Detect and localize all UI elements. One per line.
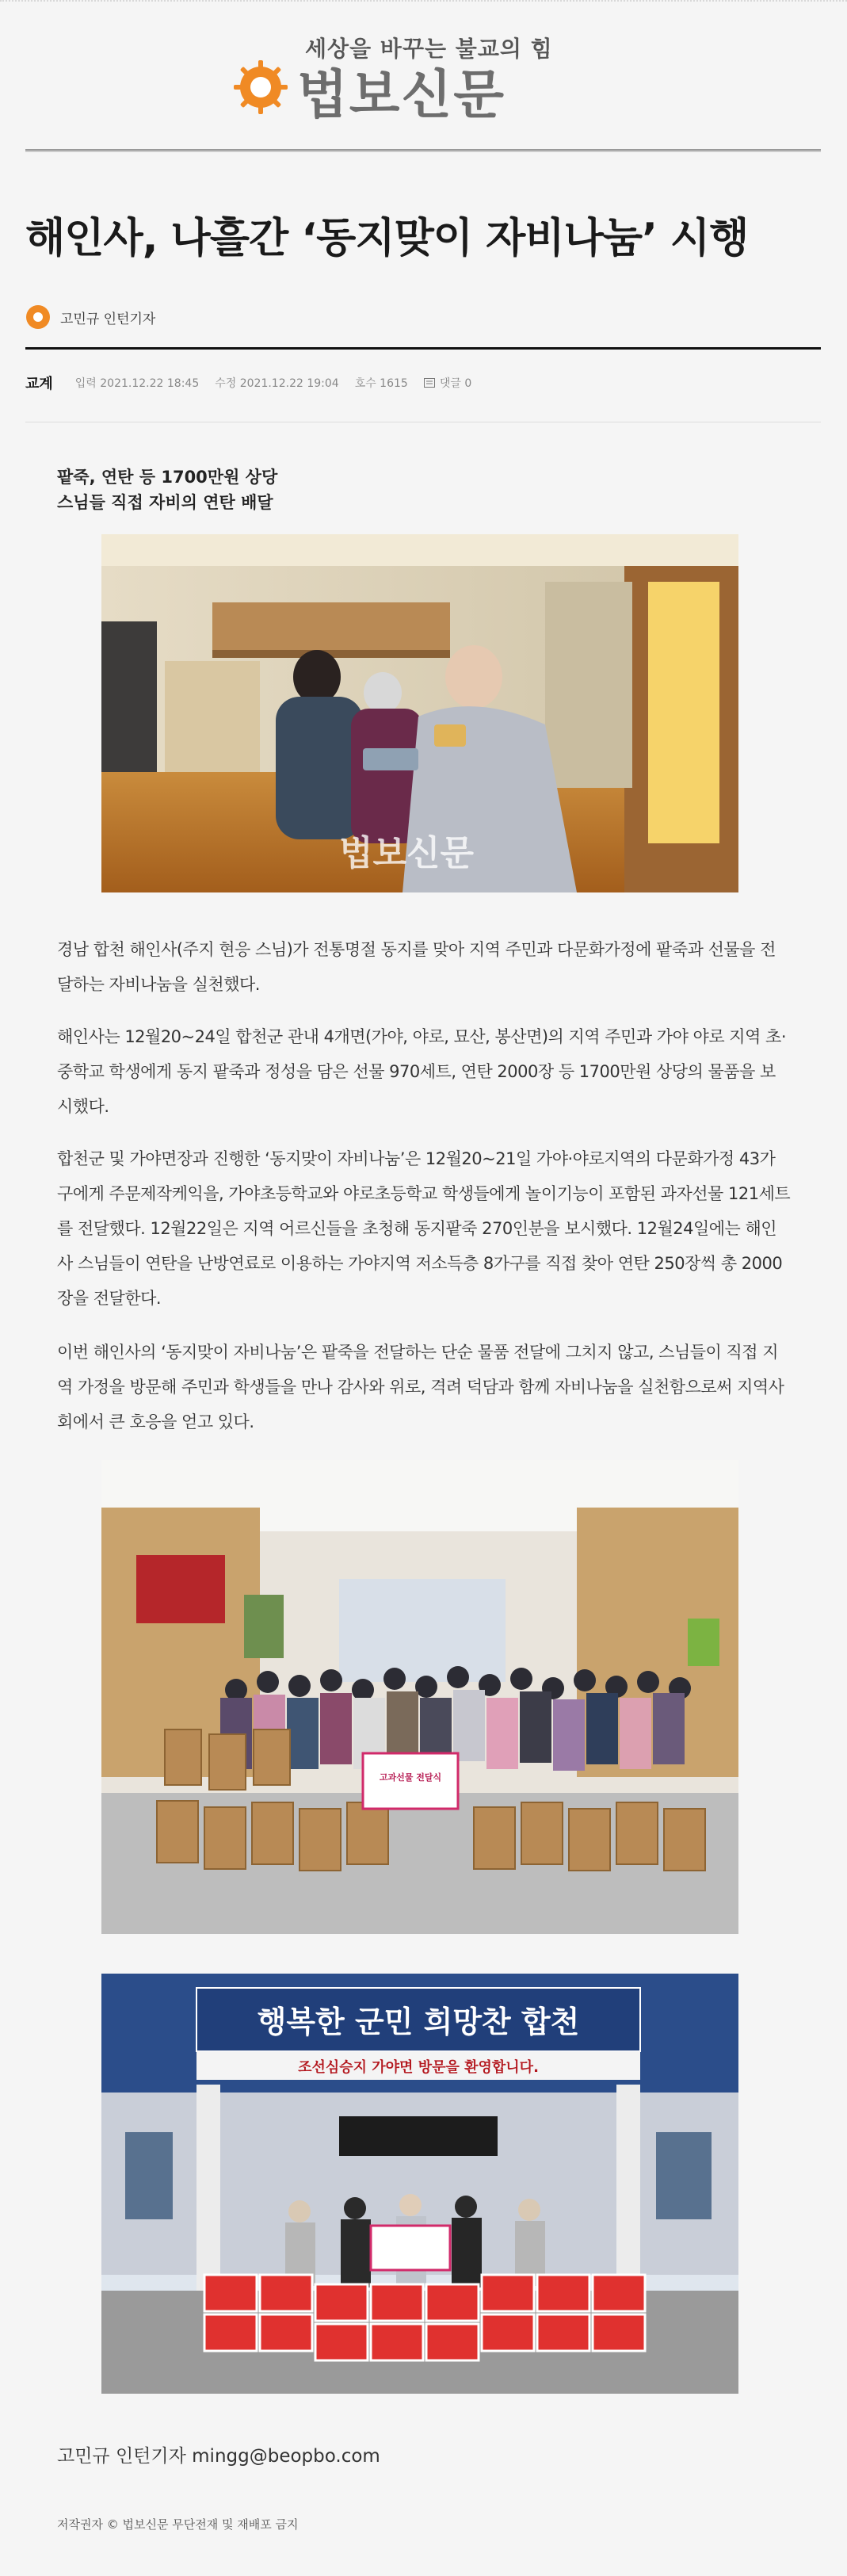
article-photo-3[interactable] <box>101 1974 738 2394</box>
site-slogan: 세상을 바꾸는 불교의 힘 <box>305 36 553 62</box>
photo-3-banner-sub: 조선심승지 가야면 방문을 환영합니다. <box>298 2059 539 2076</box>
subtitle-line-1: 팥죽, 연탄 등 1700만원 상당 <box>57 468 278 487</box>
article-paragraph-3: 합천군 및 가야면장과 진행한 ‘동지맞이 자비나눔’은 12월20~21일 가야·야로지역의 다문화가정 43가구에게 주문제작케익을, 가야초등학교와 야로초등학교 학생들에게 놀이기능이 포함된 과자선물 121세트를 전달했다. 12월22일은 지역 어르신들을 초청해 동지팥죽 270인분을 보시했다. 12월24일에는 해인사 스님들이 연탄을 난방연료로 이용하는 가야지역 저소득층 8가구를 직접 찾아 연탄 250장씩 총 2000장을 전달한다. <box>57 1149 791 1308</box>
copyright-notice: 저작권자 © 법보신문 무단전재 및 재배포 금지 <box>57 2517 299 2532</box>
article-headline: 해인사, 나흘간 ‘동지맞이 자비나눔’ 시행 <box>25 215 749 262</box>
author-contact[interactable]: 고민규 인턴기자 mingg@beopbo.com <box>57 2446 380 2467</box>
comment-count: 댓글 0 <box>439 377 472 390</box>
published-date: 입력 2021.12.22 18:45 <box>74 377 200 390</box>
article-paragraph-1: 경남 합천 해인사(주지 현응 스님)가 전통명절 동지를 맞아 지역 주민과 다문화가정에 팥죽과 선물을 전달하는 자비나눔을 실천했다. <box>57 940 776 994</box>
reporter-icon <box>25 304 51 330</box>
photo-3-banner-main: 행복한 군민 희망찬 합천 <box>257 2005 580 2039</box>
photo-2-banner-text: 고과선물 전달식 <box>379 1772 442 1783</box>
comment-link[interactable] <box>424 375 471 391</box>
top-border <box>0 0 847 3</box>
comment-icon <box>424 378 435 388</box>
article-photo-1[interactable] <box>101 534 738 892</box>
author-name[interactable]: 고민규 인턴기자 <box>60 311 156 327</box>
article-paragraph-2: 해인사는 12월20~24일 합천군 관내 4개면(가야, 야로, 묘산, 봉산면)의 지역 주민과 가야 야로 지역 초·중학교 학생에게 동지 팥죽과 정성을 담은 선물 970세트, 연탄 2000장 등 1700만원 상당의 물품을 보시했다. <box>57 1027 786 1116</box>
photo-school-group <box>101 1460 738 1934</box>
header-divider <box>25 149 821 152</box>
article-meta <box>25 373 471 393</box>
article-photo-2[interactable] <box>101 1460 738 1934</box>
modified-date: 수정 2021.12.22 19:04 <box>215 377 339 390</box>
article-paragraph-4: 이번 해인사의 ‘동지맞이 자비나눔’은 팥죽을 전달하는 단순 물품 전달에 그치지 않고, 스님들이 직접 지역 가정을 방문해 주민과 학생들을 만나 감사와 위로, 격려 덕담과 함께 자비나눔을 실천함으로써 지역사회에서 큰 호응을 얻고 있다. <box>57 1343 784 1431</box>
byline <box>25 304 155 330</box>
article-subtitle <box>57 464 277 515</box>
section-label[interactable]: 교계 <box>25 376 53 392</box>
issue-number: 호수 1615 <box>354 377 408 390</box>
site-header <box>0 29 847 124</box>
dharma-wheel-logo-icon[interactable] <box>234 60 288 114</box>
photo-watermark: 법보신문 <box>339 833 475 873</box>
subtitle-line-2: 스님들 직접 자비의 연탄 배달 <box>57 493 273 512</box>
site-logo-text[interactable]: 법보신문 <box>297 63 506 125</box>
meta-divider <box>25 347 821 350</box>
